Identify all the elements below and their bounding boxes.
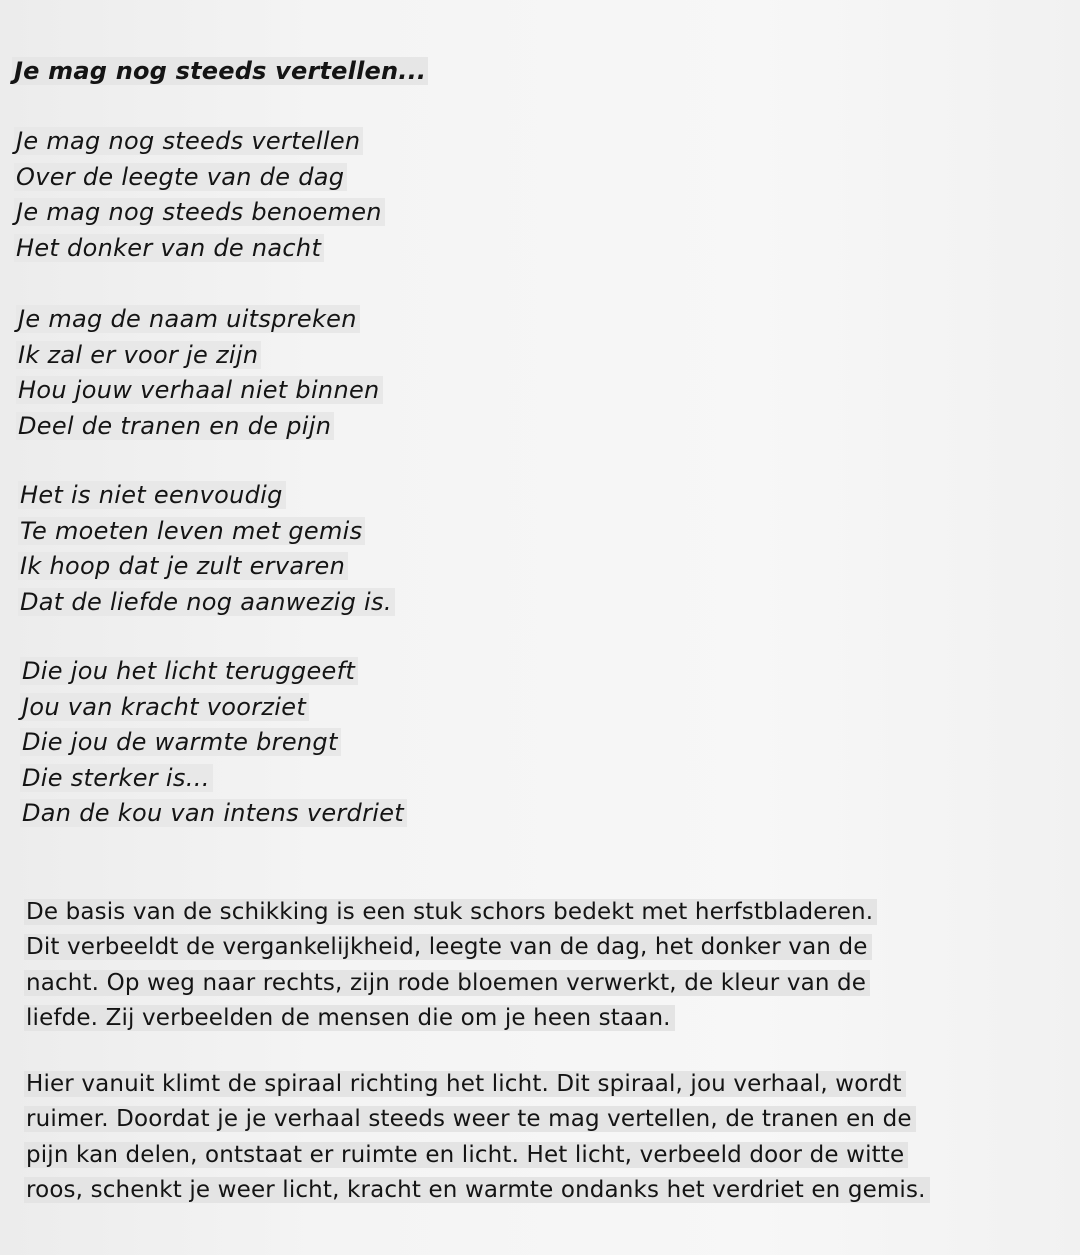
poem-title xyxy=(12,52,428,90)
poem-line: Deel de tranen en de pijn xyxy=(16,409,383,445)
poem-line: Die jou de warmte brengt xyxy=(20,725,407,761)
poem-line: Over de leegte van de dag xyxy=(14,160,385,196)
poem-line: Te moeten leven met gemis xyxy=(18,514,395,550)
poem-line: Je mag nog steeds benoemen xyxy=(14,195,385,231)
poem-line: Dan de kou van intens verdriet xyxy=(20,796,407,832)
poem-line: Je mag de naam uitspreken xyxy=(16,302,383,338)
poem-line: Hou jouw verhaal niet binnen xyxy=(16,373,383,409)
poem-stanza-3 xyxy=(18,478,395,620)
paragraph-line: Dit verbeeldt de vergankelijkheid, leegte van de dag, het donker van de xyxy=(24,930,877,965)
poem-stanza-1 xyxy=(14,124,385,266)
poem-stanza-4 xyxy=(20,654,407,832)
paragraph-line: pijn kan delen, ontstaat er ruimte en licht. Het licht, verbeeld door de witte xyxy=(24,1138,930,1173)
paragraph-line: nacht. Op weg naar rechts, zijn rode bloemen verwerkt, de kleur van de xyxy=(24,966,877,1001)
description-paragraph-2 xyxy=(24,1067,930,1208)
paragraph-line: roos, schenkt je weer licht, kracht en warmte ondanks het verdriet en gemis. xyxy=(24,1173,930,1208)
poem-line: Je mag nog steeds vertellen xyxy=(14,124,385,160)
poem-line: Dat de liefde nog aanwezig is. xyxy=(18,585,395,621)
poem-line: Jou van kracht voorziet xyxy=(20,690,407,726)
poem-line: Die sterker is… xyxy=(20,761,407,797)
poem-line: Het donker van de nacht xyxy=(14,231,385,267)
paragraph-line: Hier vanuit klimt de spiraal richting het licht. Dit spiraal, jou verhaal, wordt xyxy=(24,1067,930,1102)
poem-line: Het is niet eenvoudig xyxy=(18,478,395,514)
poem-line: Ik hoop dat je zult ervaren xyxy=(18,549,395,585)
poem-line: Ik zal er voor je zijn xyxy=(16,338,383,374)
poem-title-text: Je mag nog steeds vertellen... xyxy=(14,57,427,85)
paragraph-line: ruimer. Doordat je je verhaal steeds weer te mag vertellen, de tranen en de xyxy=(24,1102,930,1137)
poem-stanza-2 xyxy=(16,302,383,444)
paragraph-line: liefde. Zij verbeelden de mensen die om je heen staan. xyxy=(24,1001,877,1036)
description-paragraph-1 xyxy=(24,895,877,1036)
paragraph-line: De basis van de schikking is een stuk schors bedekt met herfstbladeren. xyxy=(24,895,877,930)
poem-line: Die jou het licht teruggeeft xyxy=(20,654,407,690)
